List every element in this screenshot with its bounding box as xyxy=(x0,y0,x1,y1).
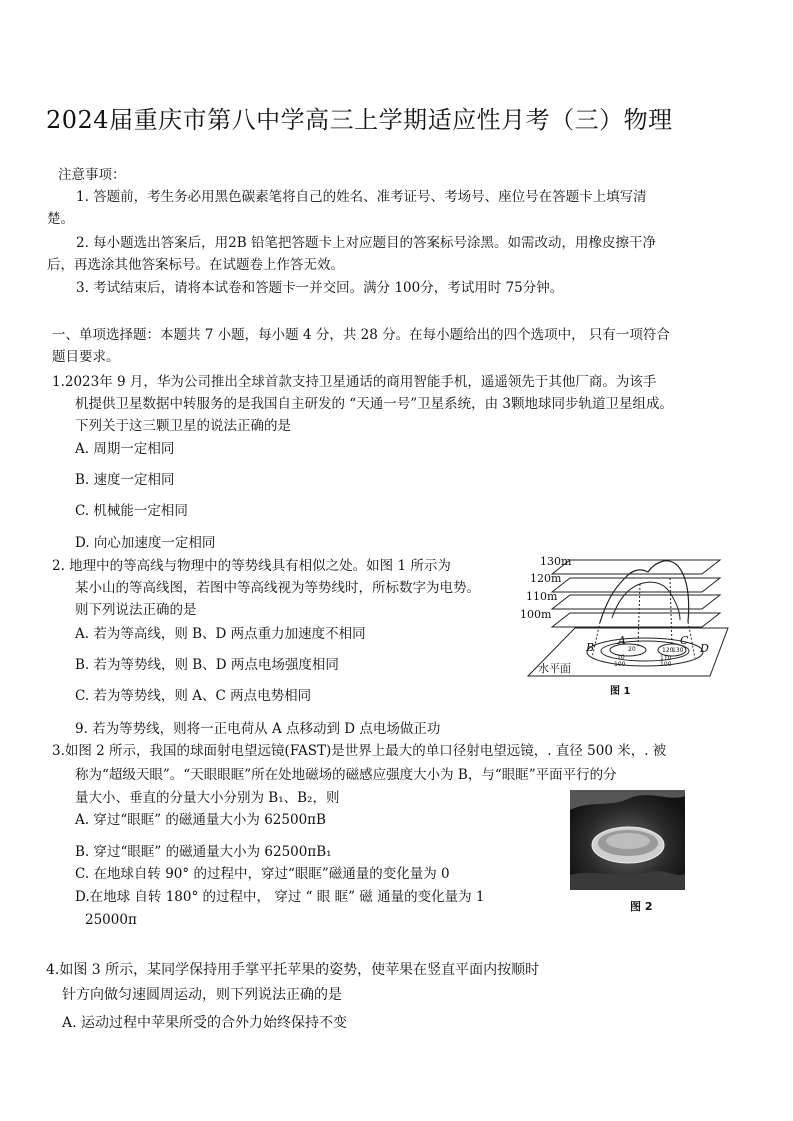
svg-text:130: 130 xyxy=(672,647,684,654)
q2-option-a: A. 若为等高线，则 B、D 两点重力加速度不相同 xyxy=(75,626,366,642)
q1-option-d: D. 向心加速度一定相同 xyxy=(75,535,216,551)
figure-1-caption: 图 1 xyxy=(610,686,631,697)
q2-stem-line3: 则下列说法正确的是 xyxy=(75,602,197,618)
point-b: B xyxy=(586,641,595,654)
notice-item-2-line2: 后，再选涂其他答案标号。在试题卷上作答无效。 xyxy=(47,257,344,273)
notice-item-2-line1: 2. 每小题选出答案后，用2B 铅笔把答题卡上对应题目的答案标号涂黑。如需改动，用橡皮擦干净 xyxy=(76,235,656,251)
svg-text:20: 20 xyxy=(628,646,636,653)
svg-text:120: 120 xyxy=(662,647,674,654)
figure-1-contour-diagram xyxy=(520,548,735,700)
point-d: D xyxy=(700,642,709,655)
q2-stem-line1: 2. 地理中的等高线与物理中的等势线具有相似之处。如图 1 所示为 xyxy=(52,558,451,574)
label-100m: 100m xyxy=(520,608,552,621)
q1-stem-line1: 1.2023年 9 月，华为公司推出全球首款支持卫星通话的商用智能手机，遥遥领先于其他厂商。为该手 xyxy=(52,374,657,390)
label-110m: 110m xyxy=(526,590,558,603)
q3-option-d-line2: 25000π xyxy=(85,912,137,928)
plane-130 xyxy=(552,560,720,574)
q1-stem-line2: 机提供卫星数据中转服务的是我国自主研发的 “天通一号”卫星系统，由 3颗地球同步轨道卫星组成。 xyxy=(75,396,673,412)
q1-option-c: C. 机械能一定相同 xyxy=(75,503,188,519)
svg-text:110: 110 xyxy=(660,655,672,662)
notice-heading: 注意事项： xyxy=(58,167,126,183)
page-title: 2024届重庆市第八中学高三上学期适应性月考（三）物理 xyxy=(46,106,673,134)
point-a: A xyxy=(618,634,626,647)
q3-option-c: C. 在地球自转 90° 的过程中，穿过“眼眶”磁通量的变化量为 0 xyxy=(75,866,450,882)
svg-text:100: 100 xyxy=(614,661,626,668)
q3-stem-line2: 称为“超级天眼”。“天眼眼眶”所在处地磁场的磁感应强度大小为 B，与“眼眶”平面平行的分 xyxy=(75,767,617,783)
q2-option-c: C. 若为等势线，则 A、C 两点电势相同 xyxy=(75,688,312,704)
section-heading-line1: 一、单项选择题：本题共 7 小题，每小题 4 分，共 28 分。在每小题给出的四个选项中， 只有一项符合 xyxy=(52,327,670,343)
q1-option-a: A. 周期一定相同 xyxy=(75,441,175,457)
q3-stem-line1: 3.如图 2 所示，我国的球面射电望远镜(FAST)是世界上最大的单口径射电望远镜，. 直径 500 米，. 被 xyxy=(52,743,667,759)
q4-option-a: A. 运动过程中苹果所受的合外力始终保持不变 xyxy=(62,1015,348,1031)
ground-label: 水平面 xyxy=(538,662,571,675)
q1-option-b: B. 速度一定相同 xyxy=(75,472,175,488)
point-c: C xyxy=(680,634,689,647)
label-120m: 120m xyxy=(530,572,562,585)
plane-110 xyxy=(552,595,720,609)
label-130m: 130m xyxy=(540,555,572,568)
q1-stem-line3: 下列关于这三颗卫星的说法正确的是 xyxy=(75,418,291,434)
q3-stem-line3: 量大小、垂直的分量大小分别为 B₁、B₂，则 xyxy=(75,790,340,806)
notice-item-3: 3. 考试结束后，请将本试卷和答题卡一并交回。满分 100分，考试用时 75分钟。 xyxy=(76,280,564,296)
q2-stem-line2: 某小山的等高线图，若图中等高线视为等势线时，所标数字为电势。 xyxy=(75,580,480,596)
notice-item-1-line1: 1. 答题前，考生务必用黑色碳素笔将自己的姓名、准考证号、考场号、座位号在答题卡上填写清 xyxy=(76,189,647,205)
plane-100 xyxy=(552,613,720,627)
svg-text:10: 10 xyxy=(617,654,625,661)
q4-stem-line2: 针方向做匀速圆周运动，则下列说法正确的是 xyxy=(62,987,342,1003)
q3-option-b: B. 穿过“眼眶” 的磁通量大小为 62500πB₁ xyxy=(75,844,332,860)
q3-option-a: A. 穿过“眼眶” 的磁通量大小为 62500πB xyxy=(75,812,326,828)
svg-text:100: 100 xyxy=(660,661,672,668)
q2-option-b: B. 若为等势线，则 B、D 两点电场强度相同 xyxy=(75,657,339,673)
q2-option-d: 9. 若为等势线，则将一正电荷从 A 点移动到 D 点电场做正功 xyxy=(75,721,441,737)
figure-2-caption: 图 2 xyxy=(630,900,653,913)
figure-2-fast-telescope-photo xyxy=(570,790,685,890)
notice-item-1-line2: 楚。 xyxy=(47,211,74,227)
q4-stem-line1: 4.如图 3 所示，某同学保持用手掌平托苹果的姿势，使苹果在竖直平面内按顺时 xyxy=(46,962,540,978)
q3-option-d-line1: D.在地球 自转 180° 的过程中， 穿过 “ 眼 眶” 磁 通量的变化量为 1 xyxy=(75,889,485,905)
section-heading-line2: 题目要求。 xyxy=(52,349,120,365)
plane-120 xyxy=(552,578,720,592)
